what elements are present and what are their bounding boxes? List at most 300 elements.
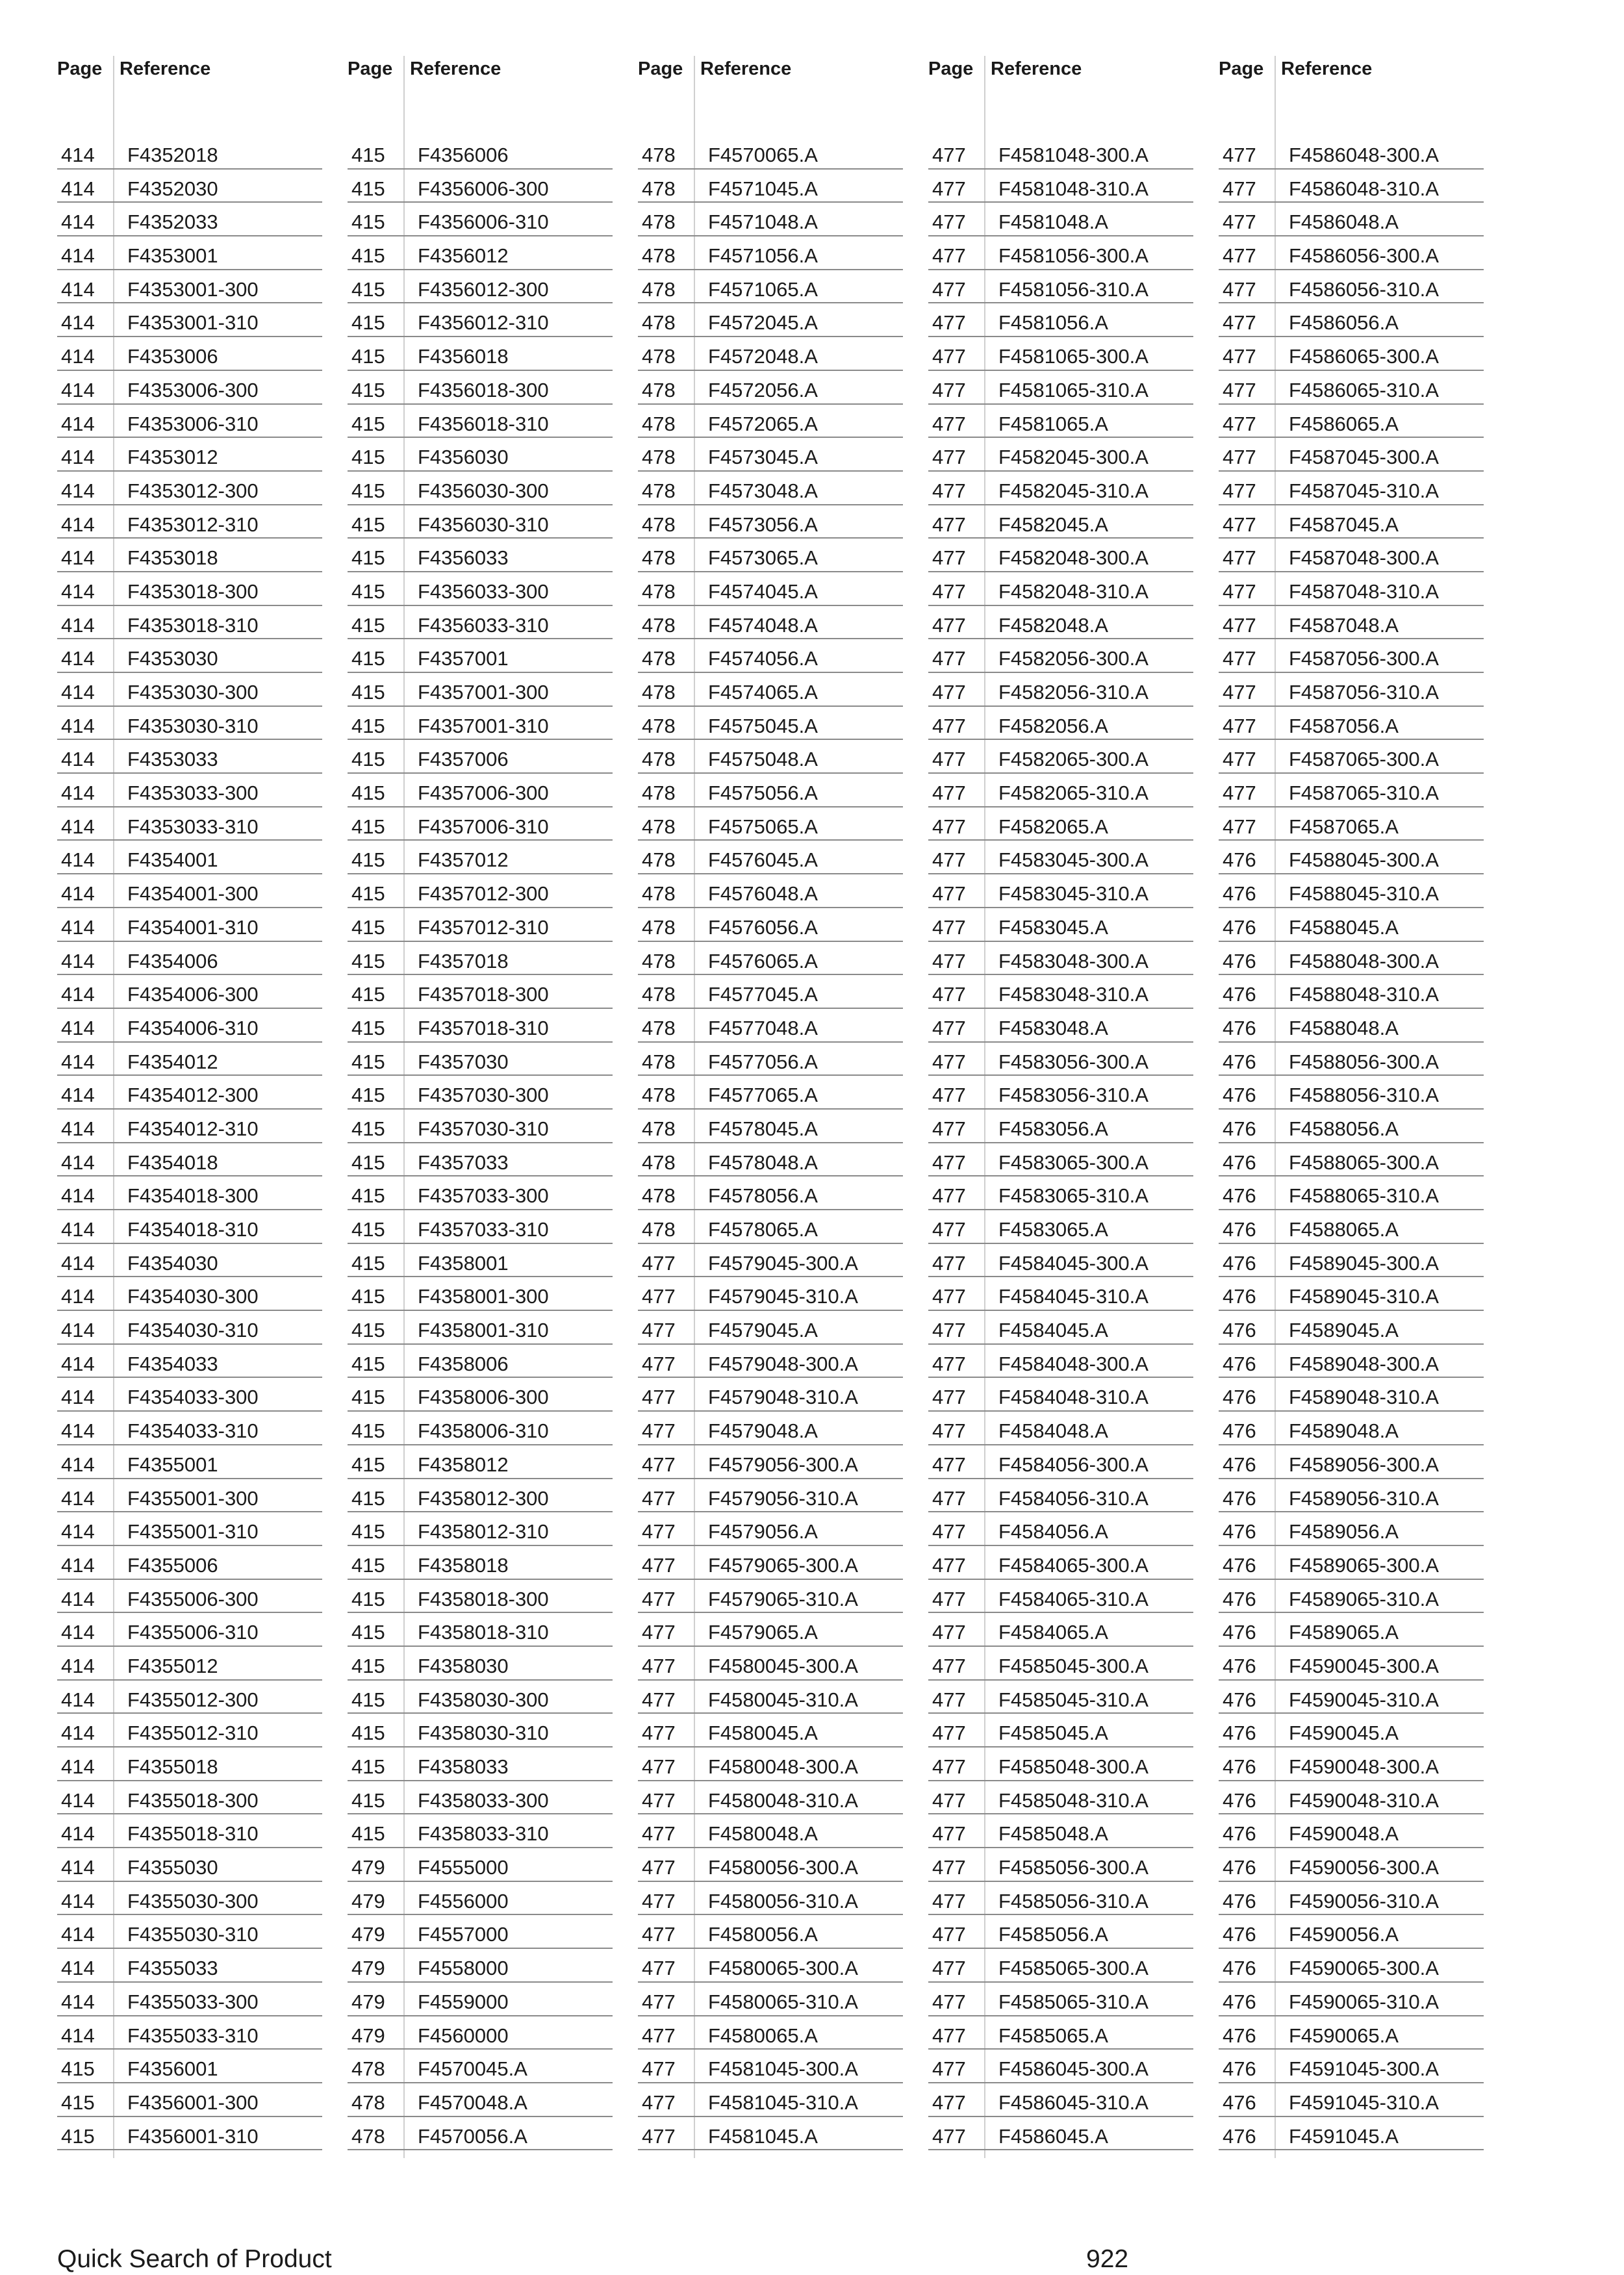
reference-cell: F4583056-310.A <box>998 1084 1148 1107</box>
index-row <box>1219 740 1484 774</box>
reference-cell: F4356033 <box>418 546 509 570</box>
reference-cell: F4356018-300 <box>418 378 549 401</box>
page-cell: 478 <box>351 2124 385 2148</box>
page-cell: 477 <box>1223 177 1256 200</box>
reference-header: Reference <box>1281 58 1373 79</box>
page-cell: 476 <box>1223 1722 1256 1745</box>
page-cell: 414 <box>61 513 95 536</box>
index-row <box>638 942 903 976</box>
page-cell: 414 <box>61 815 95 838</box>
page-cell: 415 <box>351 1722 385 1745</box>
page-cell: 415 <box>351 1184 385 1208</box>
page-cell: 477 <box>1223 681 1256 704</box>
reference-cell: F4585065-300.A <box>998 1957 1148 1980</box>
index-row <box>638 1781 903 1815</box>
index-row <box>928 2050 1193 2083</box>
page-header: Page <box>928 58 974 79</box>
index-row <box>57 807 322 841</box>
reference-cell: F4584048.A <box>998 1419 1108 1443</box>
reference-cell: F4581048.A <box>998 210 1108 234</box>
page-cell: 476 <box>1223 1654 1256 1677</box>
reference-cell: F4358001-300 <box>418 1285 549 1308</box>
reference-cell: F4590048-300.A <box>1289 1755 1439 1778</box>
index-row <box>348 1512 613 1546</box>
index-row <box>1219 673 1484 707</box>
page-cell: 477 <box>642 1486 676 1510</box>
page-cell: 414 <box>61 1990 95 2013</box>
index-row <box>928 1983 1193 2016</box>
index-row <box>928 1647 1193 1681</box>
page-cell: 476 <box>1223 983 1256 1006</box>
reference-cell: F4353006-310 <box>127 412 259 435</box>
index-row <box>638 908 903 942</box>
reference-cell: F4580045-300.A <box>708 1654 858 1677</box>
index-row <box>638 1512 903 1546</box>
reference-cell: F4586048.A <box>1289 210 1399 234</box>
page-cell: 414 <box>61 311 95 335</box>
page-cell: 477 <box>932 1419 966 1443</box>
reference-cell: F4579045.A <box>708 1319 818 1342</box>
page-cell: 478 <box>642 446 676 469</box>
index-row <box>1219 337 1484 371</box>
page-cell: 478 <box>642 882 676 906</box>
index-row <box>348 1176 613 1210</box>
index-row <box>1219 1009 1484 1043</box>
page-cell: 477 <box>932 1654 966 1677</box>
index-row <box>638 807 903 841</box>
page-cell: 478 <box>642 949 676 972</box>
index-row <box>1219 807 1484 841</box>
reference-cell: F4355012 <box>127 1654 218 1677</box>
page-cell: 477 <box>932 681 966 704</box>
page-cell: 414 <box>61 1722 95 1745</box>
reference-cell: F4582045.A <box>998 513 1108 536</box>
page-cell: 415 <box>351 1117 385 1140</box>
reference-cell: F4356006-300 <box>418 177 549 200</box>
reference-cell: F4358033 <box>418 1755 509 1778</box>
reference-cell: F4577048.A <box>708 1016 818 1039</box>
page-cell: 478 <box>642 983 676 1006</box>
page-cell: 477 <box>932 1822 966 1846</box>
page-cell: 414 <box>61 2024 95 2047</box>
reference-cell: F4572045.A <box>708 311 818 335</box>
index-row <box>348 874 613 908</box>
page-cell: 477 <box>1223 446 1256 469</box>
index-row <box>57 1176 322 1210</box>
page-cell: 477 <box>1223 412 1256 435</box>
index-row <box>928 1915 1193 1949</box>
index-row <box>928 1580 1193 1614</box>
page-cell: 414 <box>61 647 95 670</box>
index-row <box>928 1412 1193 1445</box>
page-header: Page <box>57 58 103 79</box>
page-cell: 415 <box>351 714 385 737</box>
reference-cell: F4357001 <box>418 647 509 670</box>
reference-cell: F4583048-310.A <box>998 983 1148 1006</box>
reference-cell: F4586056.A <box>1289 311 1399 335</box>
reference-cell: F4355033-300 <box>127 1990 259 2013</box>
reference-cell: F4357012-300 <box>418 882 549 906</box>
page-cell: 477 <box>642 2057 676 2081</box>
index-row <box>1219 2050 1484 2083</box>
reference-cell: F4587045-310.A <box>1289 479 1439 502</box>
index-row <box>348 1076 613 1110</box>
index-row <box>57 1781 322 1815</box>
index-row <box>638 270 903 304</box>
page-cell: 477 <box>642 1990 676 2013</box>
reference-cell: F4587056-310.A <box>1289 681 1439 704</box>
page-cell: 476 <box>1223 1453 1256 1476</box>
reference-cell: F4579048-310.A <box>708 1386 858 1409</box>
page-cell: 414 <box>61 1218 95 1241</box>
page-cell: 476 <box>1223 1788 1256 1812</box>
index-row <box>638 1647 903 1681</box>
reference-cell: F4581056-310.A <box>998 277 1148 301</box>
reference-cell: F4353030-310 <box>127 714 259 737</box>
page-cell: 477 <box>932 1218 966 1241</box>
reference-cell: F4358001-310 <box>418 1319 549 1342</box>
index-row <box>928 1345 1193 1379</box>
page-cell: 414 <box>61 748 95 771</box>
reference-cell: F4590056-310.A <box>1289 1889 1439 1913</box>
reference-cell: F4356012-300 <box>418 277 549 301</box>
index-row <box>1219 1848 1484 1882</box>
page-cell: 477 <box>642 1923 676 1946</box>
index-row <box>57 1748 322 1781</box>
reference-cell: F4579065-310.A <box>708 1587 858 1610</box>
reference-cell: F4588048.A <box>1289 1016 1399 1039</box>
page-cell: 479 <box>351 2024 385 2047</box>
page-cell: 478 <box>351 2057 385 2081</box>
reference-cell: F4557000 <box>418 1923 509 1946</box>
reference-cell: F4589065-310.A <box>1289 1587 1439 1610</box>
reference-cell: F4355030 <box>127 1856 218 1879</box>
reference-cell: F4355033 <box>127 1957 218 1980</box>
index-row <box>638 1311 903 1345</box>
page-cell: 477 <box>932 1520 966 1544</box>
index-row <box>348 673 613 707</box>
page-cell: 415 <box>351 782 385 805</box>
page-cell: 477 <box>1223 647 1256 670</box>
page-cell: 414 <box>61 1688 95 1711</box>
reference-cell: F4354018 <box>127 1150 218 1174</box>
index-row <box>57 908 322 942</box>
reference-cell: F4355001-300 <box>127 1486 259 1510</box>
index-row <box>57 203 322 236</box>
reference-cell: F4590065-310.A <box>1289 1990 1439 2013</box>
reference-cell: F4580056-310.A <box>708 1889 858 1913</box>
page-cell: 477 <box>642 1251 676 1275</box>
index-row <box>57 1412 322 1445</box>
reference-cell: F4588045.A <box>1289 915 1399 939</box>
reference-cell: F4357030-310 <box>418 1117 549 1140</box>
page-cell: 478 <box>642 513 676 536</box>
reference-cell: F4582056-310.A <box>998 681 1148 704</box>
reference-cell: F4353033-300 <box>127 782 259 805</box>
page-cell: 477 <box>642 1856 676 1879</box>
reference-cell: F4577045.A <box>708 983 818 1006</box>
reference-cell: F4587056.A <box>1289 714 1399 737</box>
reference-cell: F4358006-310 <box>418 1419 549 1443</box>
reference-cell: F4357006 <box>418 748 509 771</box>
index-row <box>348 841 613 874</box>
page-cell: 476 <box>1223 1285 1256 1308</box>
index-row <box>1219 1714 1484 1748</box>
reference-cell: F4576065.A <box>708 949 818 972</box>
column-header <box>1219 56 1484 82</box>
page-cell: 415 <box>351 1520 385 1544</box>
index-row <box>57 170 322 203</box>
index-row <box>57 438 322 472</box>
index-row <box>348 707 613 741</box>
page-cell: 477 <box>932 1150 966 1174</box>
reference-cell: F4587048-310.A <box>1289 579 1439 603</box>
page-cell: 477 <box>932 1016 966 1039</box>
index-row <box>348 405 613 438</box>
index-row <box>638 472 903 505</box>
reference-cell: F4582065-310.A <box>998 782 1148 805</box>
page-cell: 476 <box>1223 1150 1256 1174</box>
page-cell: 415 <box>351 244 385 268</box>
reference-cell: F4580048-300.A <box>708 1755 858 1778</box>
page-cell: 414 <box>61 1957 95 1980</box>
reference-cell: F4358018 <box>418 1553 509 1577</box>
index-row <box>638 1244 903 1278</box>
page-cell: 477 <box>932 1957 966 1980</box>
reference-cell: F4584065-300.A <box>998 1553 1148 1577</box>
reference-cell: F4574048.A <box>708 613 818 637</box>
reference-cell: F4583065.A <box>998 1218 1108 1241</box>
page-cell: 477 <box>932 244 966 268</box>
index-row <box>638 1714 903 1748</box>
index-row <box>1219 572 1484 606</box>
index-row <box>928 1882 1193 1916</box>
index-row <box>348 2083 613 2117</box>
reference-cell: F4357030 <box>418 1050 509 1073</box>
page-cell: 477 <box>932 479 966 502</box>
page-cell: 477 <box>642 1654 676 1677</box>
reference-cell: F4588065-300.A <box>1289 1150 1439 1174</box>
index-row <box>57 572 322 606</box>
page-cell: 415 <box>351 915 385 939</box>
page-cell: 415 <box>351 681 385 704</box>
reference-cell: F4356001-310 <box>127 2124 259 2148</box>
page-cell: 477 <box>642 1722 676 1745</box>
page-cell: 414 <box>61 1822 95 1846</box>
index-row <box>638 1546 903 1580</box>
reference-cell: F4575045.A <box>708 714 818 737</box>
page-cell: 477 <box>932 1285 966 1308</box>
page-cell: 477 <box>642 2024 676 2047</box>
reference-cell: F4577065.A <box>708 1084 818 1107</box>
reference-cell: F4355030-300 <box>127 1889 259 1913</box>
reference-cell: F4574056.A <box>708 647 818 670</box>
index-row <box>348 942 613 976</box>
page-cell: 414 <box>61 1587 95 1610</box>
reference-cell: F4559000 <box>418 1990 509 2013</box>
reference-header: Reference <box>700 58 792 79</box>
index-row <box>57 1915 322 1949</box>
index-row <box>348 337 613 371</box>
page-cell: 478 <box>642 579 676 603</box>
index-row <box>928 942 1193 976</box>
reference-cell: F4574045.A <box>708 579 818 603</box>
reference-cell: F4588048-310.A <box>1289 983 1439 1006</box>
index-row <box>348 203 613 236</box>
page-cell: 477 <box>932 144 966 166</box>
index-row <box>928 1378 1193 1412</box>
reference-cell: F4580056.A <box>708 1923 818 1946</box>
index-row <box>1219 942 1484 976</box>
index-row <box>348 236 613 270</box>
page-cell: 414 <box>61 1621 95 1644</box>
page-cell: 478 <box>642 613 676 637</box>
reference-cell: F4584065-310.A <box>998 1587 1148 1610</box>
index-row <box>928 1311 1193 1345</box>
reference-cell: F4586048-310.A <box>1289 177 1439 200</box>
page-cell: 414 <box>61 1419 95 1443</box>
reference-cell: F4353006 <box>127 345 218 368</box>
page-cell: 477 <box>932 1722 966 1745</box>
page-cell: 477 <box>642 2091 676 2114</box>
reference-cell: F4357033-310 <box>418 1218 549 1241</box>
page-cell: 414 <box>61 1251 95 1275</box>
page-cell: 414 <box>61 579 95 603</box>
reference-cell: F4579048.A <box>708 1419 818 1443</box>
reference-cell: F4358001 <box>418 1251 509 1275</box>
reference-cell: F4580065-310.A <box>708 1990 858 2013</box>
reference-cell: F4589045-310.A <box>1289 1285 1439 1308</box>
index-row <box>638 505 903 539</box>
index-row <box>928 1176 1193 1210</box>
reference-cell: F4575065.A <box>708 815 818 838</box>
page-cell: 414 <box>61 446 95 469</box>
index-row <box>57 1983 322 2016</box>
page-cell: 477 <box>932 1788 966 1812</box>
index-row <box>1219 1043 1484 1076</box>
column-header <box>57 56 322 82</box>
index-row <box>348 1714 613 1748</box>
index-row <box>57 1143 322 1177</box>
page-cell: 477 <box>932 1621 966 1644</box>
reference-cell: F4355006-300 <box>127 1587 259 1610</box>
reference-cell: F4355001 <box>127 1453 218 1476</box>
page-cell: 414 <box>61 1117 95 1140</box>
index-row <box>928 774 1193 807</box>
index-row <box>348 1311 613 1345</box>
column-header <box>348 56 613 82</box>
index-row <box>348 572 613 606</box>
index-row <box>348 1210 613 1244</box>
reference-cell: F4586045-300.A <box>998 2057 1148 2081</box>
reference-cell: F4352030 <box>127 177 218 200</box>
index-row <box>348 1814 613 1848</box>
reference-cell: F4583065-300.A <box>998 1150 1148 1174</box>
page-cell: 415 <box>351 1553 385 1577</box>
index-row <box>928 136 1193 170</box>
index-row <box>57 942 322 976</box>
reference-cell: F4581056.A <box>998 311 1108 335</box>
index-row <box>638 1445 903 1479</box>
reference-cell: F4354033-310 <box>127 1419 259 1443</box>
index-row <box>928 2016 1193 2050</box>
page-cell: 476 <box>1223 2124 1256 2148</box>
reference-cell: F4354006 <box>127 949 218 972</box>
reference-cell: F4586065-310.A <box>1289 378 1439 401</box>
reference-cell: F4355012-300 <box>127 1688 259 1711</box>
reference-cell: F4358012-300 <box>418 1486 549 1510</box>
index-row <box>57 1043 322 1076</box>
index-row <box>1219 371 1484 405</box>
page-cell: 478 <box>642 815 676 838</box>
index-row <box>638 1076 903 1110</box>
index-row <box>638 2117 903 2151</box>
index-row <box>928 1681 1193 1714</box>
page-cell: 477 <box>642 1688 676 1711</box>
index-row <box>928 2117 1193 2151</box>
reference-cell: F4354030-310 <box>127 1319 259 1342</box>
page-cell: 479 <box>351 1923 385 1946</box>
page-cell: 415 <box>351 647 385 670</box>
column-header <box>928 56 1193 82</box>
reference-cell: F4589048.A <box>1289 1419 1399 1443</box>
reference-cell: F4357006-310 <box>418 815 549 838</box>
reference-header: Reference <box>410 58 501 79</box>
index-row <box>928 438 1193 472</box>
index-row <box>348 1479 613 1513</box>
reference-cell: F4582045-300.A <box>998 446 1148 469</box>
index-row <box>638 874 903 908</box>
page-cell: 478 <box>642 1150 676 1174</box>
index-row <box>928 337 1193 371</box>
page-cell: 477 <box>642 1285 676 1308</box>
index-row <box>638 1378 903 1412</box>
index-row <box>57 270 322 304</box>
page-cell: 477 <box>932 1856 966 1879</box>
reference-cell: F4352033 <box>127 210 218 234</box>
reference-cell: F4354006-300 <box>127 983 259 1006</box>
index-row <box>928 472 1193 505</box>
page-cell: 477 <box>642 1788 676 1812</box>
reference-cell: F4588045-300.A <box>1289 848 1439 872</box>
page-cell: 477 <box>932 2024 966 2047</box>
page-cell: 476 <box>1223 1486 1256 1510</box>
page-cell: 414 <box>61 1386 95 1409</box>
reference-cell: F4585056.A <box>998 1923 1108 1946</box>
index-row <box>928 1613 1193 1647</box>
reference-cell: F4588048-300.A <box>1289 949 1439 972</box>
index-row <box>638 371 903 405</box>
page-cell: 478 <box>642 412 676 435</box>
reference-cell: F4353030 <box>127 647 218 670</box>
page-cell: 415 <box>351 882 385 906</box>
page-cell: 477 <box>1223 546 1256 570</box>
page-cell: 477 <box>932 378 966 401</box>
reference-cell: F4589065.A <box>1289 1621 1399 1644</box>
page-cell: 415 <box>351 1150 385 1174</box>
reference-cell: F4571065.A <box>708 277 818 301</box>
index-row <box>1219 136 1484 170</box>
reference-cell: F4587065-310.A <box>1289 782 1439 805</box>
reference-cell: F4580045-310.A <box>708 1688 858 1711</box>
page-cell: 476 <box>1223 1117 1256 1140</box>
index-rows <box>348 136 613 2150</box>
page-cell: 479 <box>351 1957 385 1980</box>
page-cell: 478 <box>351 2091 385 2114</box>
index-row <box>928 874 1193 908</box>
index-row <box>638 1110 903 1143</box>
page-cell: 476 <box>1223 848 1256 872</box>
